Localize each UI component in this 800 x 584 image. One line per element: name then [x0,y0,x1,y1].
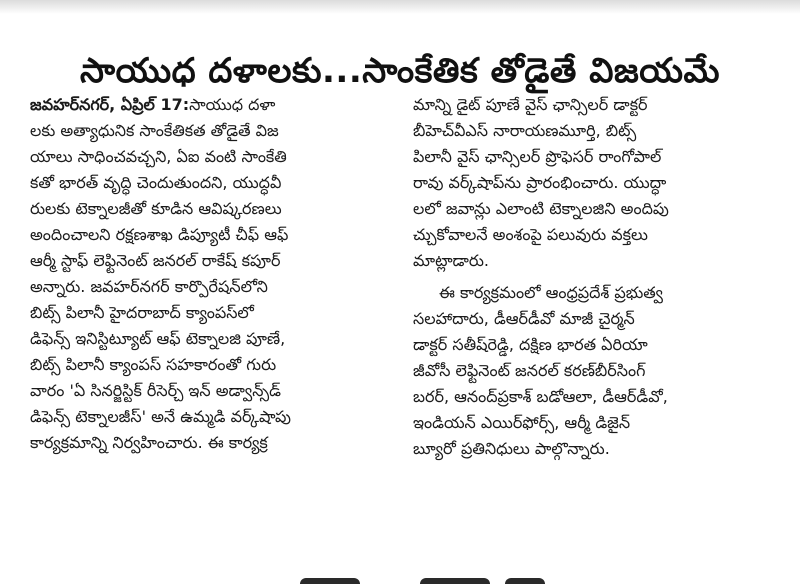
article-dateline: జవహర్‌నగర్, ఏప్రిల్ 17: [30,95,190,114]
article-line: మాట్లాడారు. [413,251,489,270]
article-line: సలహాదారు, డీఆర్‌డీవో మాజీ చైర్మన్ [413,309,635,328]
clipped-glyph [505,578,545,584]
article-line: ఇండియన్ ఎయిర్‌ఫోర్స్, ఆర్మీ డిజైన్ [413,413,631,432]
article-line: రులకు టెక్నాలజీతో కూడిన ఆవిష్కరణలు [30,199,282,218]
article-line: బిట్స్ పిలానీ క్యాంపస్ సహకారంతో గురు [30,355,277,374]
article-line: లకు అత్యాధునిక సాంకేతికత తోడైతే విజ [30,121,279,140]
article-line: మాన్ని డైట్ పూణే వైస్ ఛాన్సిలర్ డాక్టర్ [413,95,648,114]
bottom-clipped-text-strip [0,570,800,584]
article-line: డాక్టర్ సతీష్‌రెడ్డి, దక్షిణ భారత ఏరియా [413,335,648,354]
article-line: ఈ కార్యక్రమంలో ఆంధ్రప్రదేశ్ ప్రభుత్వ [439,283,663,302]
article-line: బరర్, ఆనంద్‌ప్రకాశ్ బడోఆలా, డీఆర్‌డీవో, [413,387,668,406]
article-line: చ్చుకోవాలనే అంశంపై పలువురు వక్తలు [413,225,648,244]
article-line: డిఫెన్స్ ఇనిస్టిట్యూట్ ఆఫ్ టెక్నాలజి పూణే, [30,329,286,348]
top-clipped-text-strip [0,0,800,14]
article-line [30,92,390,118]
article-line: లలో జవాన్లు ఎలాంటి టెక్నాలజిని అందిపు [413,199,669,218]
article-line: రావు వర్క్‌షాప్‌ను ప్రారంభించారు. యుద్ధా [413,173,667,192]
article-line: బిట్స్ పిలానీ హైదరాబాద్ క్యాంపస్‌లో [30,303,254,322]
article-column-right [413,92,773,462]
article-line: జీవోసీ లెఫ్టినెంట్ జనరల్ కరణ్‌బీర్‌సింగ్ [413,361,646,380]
article-line: యాలు సాధించవచ్చని, ఏఐ వంటి సాంకేతి [30,147,287,166]
article-line: కతో భారత్ వృద్ధి చెందుతుందని, యుద్ధవీ [30,173,282,192]
article-line: అందించాలని రక్షణశాఖ డిప్యూటీ చీఫ్ ఆఫ్ [30,225,289,244]
article-line: పిలానీ వైస్ ఛాన్సిలర్ ప్రొఫెసర్ రాంగోపాల్ [413,147,662,166]
article-line: డిఫెన్స్ టెక్నాలజీస్' అనే ఉమ్మడి వర్క్‌షాపు [30,407,291,426]
article-line: బీహెచ్‌వీఎస్ నారాయణమూర్తి, బిట్స్ [413,121,637,140]
article-line: అన్నారు. జవహర్‌నగర్ కార్పొరేషన్‌లోని [30,277,268,296]
clipped-glyph [300,578,360,584]
article-column-left [30,92,390,456]
article-line: బ్యూరో ప్రతినిధులు పాల్గొన్నారు. [413,439,610,458]
article-line-text: సాయుధ దళా [189,95,276,114]
article-line: ఆర్మీ స్టాఫ్ లెఫ్టినెంట్ జనరల్ రాకేష్ కపూర్ [30,251,281,270]
clipped-glyph [420,578,490,584]
article-line: వారం 'ఏ సినర్జిస్టిక్ రీసెర్చ్ ఇన్ అడ్వాన్స్‌డ్ [30,381,281,400]
article-line: కార్యక్రమాన్ని నిర్వహించారు. ఈ కార్యక్ర [30,433,268,452]
article-headline: సాయుధ దళాలకు...సాంకేతిక తోడైతే విజయమే [80,50,720,91]
